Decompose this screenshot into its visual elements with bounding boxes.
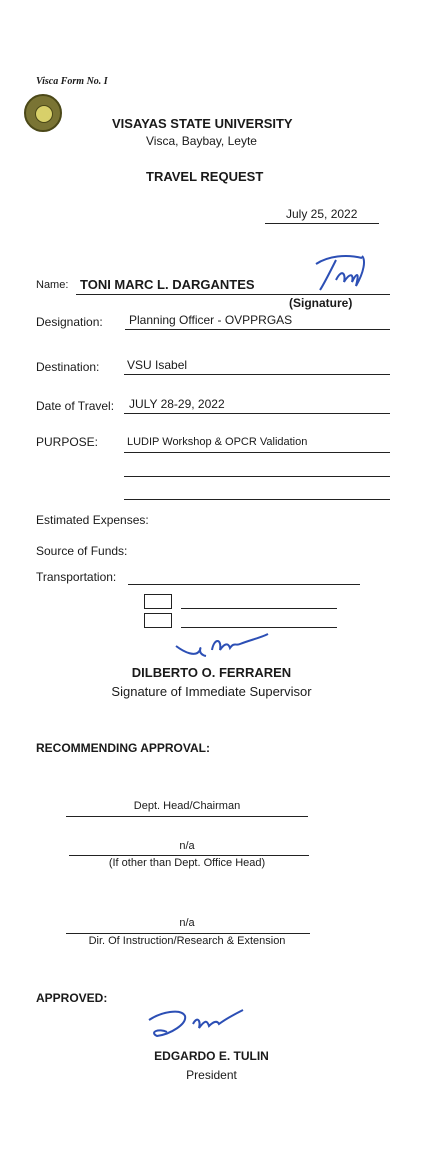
dept-head-signature-line — [66, 816, 308, 817]
purpose-label: PURPOSE: — [36, 435, 99, 449]
dept-head-title: Dept. Head/Chairman — [133, 800, 241, 812]
transportation-label: Transportation: — [36, 570, 117, 584]
destination-value: VSU Isabel — [127, 358, 188, 372]
source-of-funds-label: Source of Funds: — [36, 544, 128, 558]
university-seal-logo — [24, 94, 62, 132]
purpose-underline-2 — [124, 476, 390, 477]
request-date: July 25, 2022 — [286, 207, 358, 221]
other-head-na: n/a — [179, 840, 195, 852]
supervisor-title: Signature of Immediate Supervisor — [111, 684, 312, 699]
other-head-signature-line — [69, 855, 309, 856]
designation-underline — [125, 329, 390, 330]
name-label: Name: — [36, 279, 69, 291]
president-title: President — [186, 1068, 237, 1082]
destination-underline — [124, 374, 390, 375]
requester-signature — [306, 250, 370, 296]
date-of-travel-label: Date of Travel: — [36, 399, 115, 413]
purpose-underline-3 — [124, 499, 390, 500]
transport-checkbox-1[interactable] — [144, 594, 172, 609]
approved-label: APPROVED: — [36, 991, 108, 1005]
university-name: VISAYAS STATE UNIVERSITY — [112, 116, 293, 131]
destination-label: Destination: — [36, 360, 100, 374]
president-name: EDGARDO E. TULIN — [154, 1049, 269, 1063]
supervisor-name: DILBERTO O. FERRAREN — [131, 665, 292, 680]
other-head-title: (If other than Dept. Office Head) — [108, 857, 266, 869]
director-title: Dir. Of Instruction/Research & Extension — [88, 935, 286, 947]
designation-label: Designation: — [36, 315, 103, 329]
designation-value: Planning Officer - OVPPRGAS — [129, 313, 293, 327]
transport-option-line-1 — [181, 608, 337, 609]
name-underline — [76, 294, 390, 295]
date-of-travel-underline — [124, 413, 390, 414]
purpose-value: LUDIP Workshop & OPCR Validation — [127, 436, 308, 448]
transport-checkbox-2[interactable] — [144, 613, 172, 628]
director-na: n/a — [179, 917, 195, 929]
president-signature — [145, 1006, 245, 1046]
date-underline — [265, 223, 379, 224]
director-signature-line — [66, 933, 310, 934]
document-title: TRAVEL REQUEST — [146, 169, 264, 184]
name-value: TONI MARC L. DARGANTES — [80, 277, 255, 292]
university-address: Visca, Baybay, Leyte — [146, 134, 257, 148]
transportation-underline — [128, 584, 360, 585]
date-of-travel-value: JULY 28-29, 2022 — [129, 397, 225, 411]
purpose-underline-1 — [124, 452, 390, 453]
form-number: Visca Form No. I — [36, 76, 108, 87]
supervisor-signature — [170, 630, 270, 666]
estimated-expenses-label: Estimated Expenses: — [36, 513, 149, 527]
signature-label: (Signature) — [289, 296, 353, 310]
recommending-approval-label: RECOMMENDING APPROVAL: — [36, 741, 210, 755]
transport-option-line-2 — [181, 627, 337, 628]
